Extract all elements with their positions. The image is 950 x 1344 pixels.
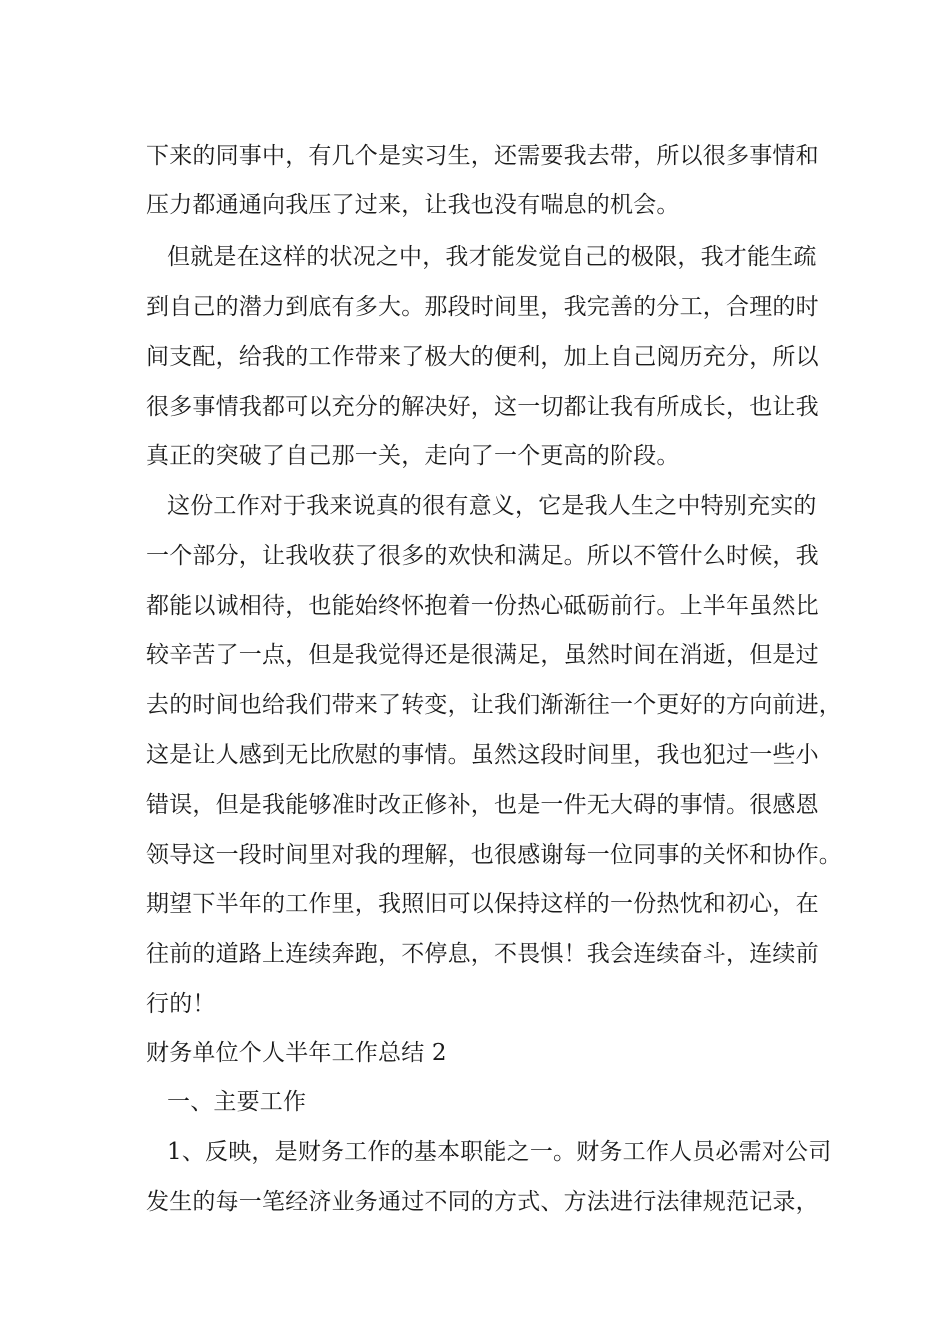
paragraph-line: 间支配，给我的工作带来了极大的便利，加上自己阅历充分，所以 — [146, 344, 819, 370]
paragraph-line: 很多事情我都可以充分的解决好，这一切都让我有所成长，也让我 — [146, 394, 819, 420]
section-heading: 财务单位个人半年工作总结 2 — [146, 1040, 447, 1066]
paragraph-line: 一个部分，让我收获了很多的欢快和满足。所以不管什么时候，我 — [146, 543, 819, 569]
paragraph-line: 这份工作对于我来说真的很有意义，它是我人生之中特别充实的 — [167, 493, 817, 519]
paragraph-line: 但就是在这样的状况之中，我才能发觉自己的极限，我才能生疏 — [167, 244, 817, 270]
subsection-heading: 一、主要工作 — [167, 1089, 307, 1115]
paragraph-line: 1、反映，是财务工作的基本职能之一。财务工作人员必需对公司 — [167, 1139, 832, 1165]
paragraph-line: 错误，但是我能够准时改正修补，也是一件无大碍的事情。很感恩 — [146, 792, 819, 818]
paragraph-line: 发生的每一笔经济业务通过不同的方式、方法进行法律规范记录， — [146, 1189, 819, 1215]
paragraph-line: 行的！ — [146, 991, 216, 1017]
paragraph-line: 压力都通通向我压了过来，让我也没有喘息的机会。 — [146, 192, 680, 218]
paragraph-line: 这是让人感到无比欣慰的事情。虽然这段时间里，我也犯过一些小 — [146, 742, 819, 768]
paragraph-line: 期望下半年的工作里，我照旧可以保持这样的一份热忱和初心，在 — [146, 891, 819, 917]
paragraph-line: 到自己的潜力到底有多大。那段时间里，我完善的分工，合理的时 — [146, 294, 819, 320]
paragraph-line: 都能以诚相待，也能始终怀抱着一份热心砥砺前行。上半年虽然比 — [146, 593, 819, 619]
paragraph-line: 领导这一段时间里对我的理解，也很感谢每一位同事的关怀和协作。 — [146, 842, 842, 868]
paragraph-line: 较辛苦了一点，但是我觉得还是很满足，虽然时间在消逝，但是过 — [146, 642, 819, 668]
paragraph-line: 真正的突破了自己那一关，走向了一个更高的阶段。 — [146, 443, 680, 469]
paragraph-line: 下来的同事中，有几个是实习生，还需要我去带，所以很多事情和 — [146, 143, 819, 169]
paragraph-line: 去的时间也给我们带来了转变，让我们渐渐往一个更好的方向前进， — [146, 692, 842, 718]
paragraph-line: 往前的道路上连续奔跑，不停息，不畏惧！我会连续奋斗，连续前 — [146, 941, 819, 967]
